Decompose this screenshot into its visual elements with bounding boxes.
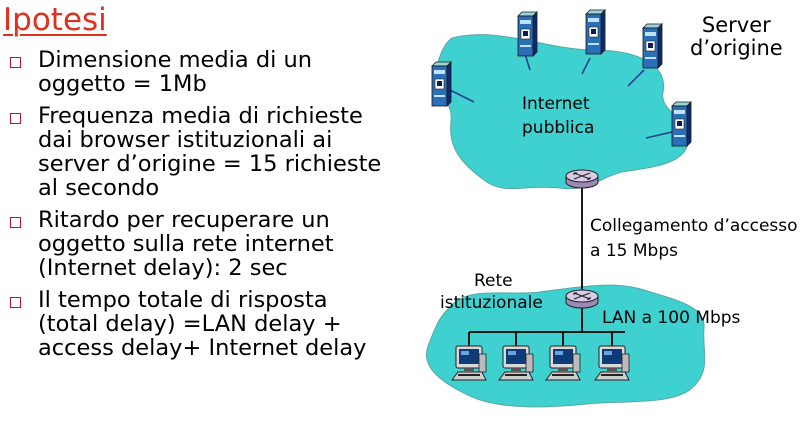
internet-router-icon <box>566 170 598 188</box>
institutional-router-icon <box>566 290 598 308</box>
access-link-label-line: a 15 Mbps <box>590 241 678 261</box>
bullet-text-line: oggetto = 1Mb <box>38 71 207 97</box>
workstation-icon <box>452 346 486 380</box>
bullet-text-line: Ritardo per recuperare un <box>38 207 330 233</box>
institutional-label-line1: Rete <box>474 271 513 291</box>
server-icon <box>432 62 451 106</box>
bullet-text-line: Il tempo totale di risposta <box>38 287 328 313</box>
access-link-label <box>590 214 798 264</box>
internet-label <box>522 92 594 140</box>
server-icon <box>672 102 691 146</box>
bullet-text-line: access delay+ Internet delay <box>38 335 367 361</box>
workstation-icon <box>595 346 629 380</box>
bullet-text-line: oggetto sulla rete internet <box>38 231 334 257</box>
origin-server-label-line: Server <box>701 13 771 37</box>
server-icon <box>643 24 662 68</box>
bullet-text-line: (total delay) =LAN delay + <box>38 311 342 337</box>
bullet-text-line: al secondo <box>38 175 160 201</box>
bullet-text-line: dai browser istituzionali ai <box>38 127 333 153</box>
server-icon <box>586 10 605 54</box>
lan-speed-label: LAN a 100 Mbps <box>602 308 741 328</box>
workstation-icon <box>499 346 533 380</box>
bullet-text-line: Frequenza media di richieste <box>38 103 363 129</box>
institutional-label-line2: istituzionale <box>440 293 543 313</box>
bullet-text-line: (Internet delay): 2 sec <box>38 255 288 281</box>
bullet-text-line: Dimensione media di un <box>38 47 313 73</box>
origin-server-label <box>690 14 783 60</box>
slide-title: Ipotesi <box>3 2 107 38</box>
server-icon <box>518 12 537 56</box>
access-link-label-line: Collegamento d’accesso <box>590 216 798 236</box>
internet-label-line: pubblica <box>522 118 595 138</box>
origin-server-label-line: d’origine <box>690 36 783 60</box>
workstation-icon <box>546 346 580 380</box>
internet-label-line: Internet <box>522 94 590 114</box>
bullet-text-line: server d’origine = 15 richieste <box>38 151 382 177</box>
